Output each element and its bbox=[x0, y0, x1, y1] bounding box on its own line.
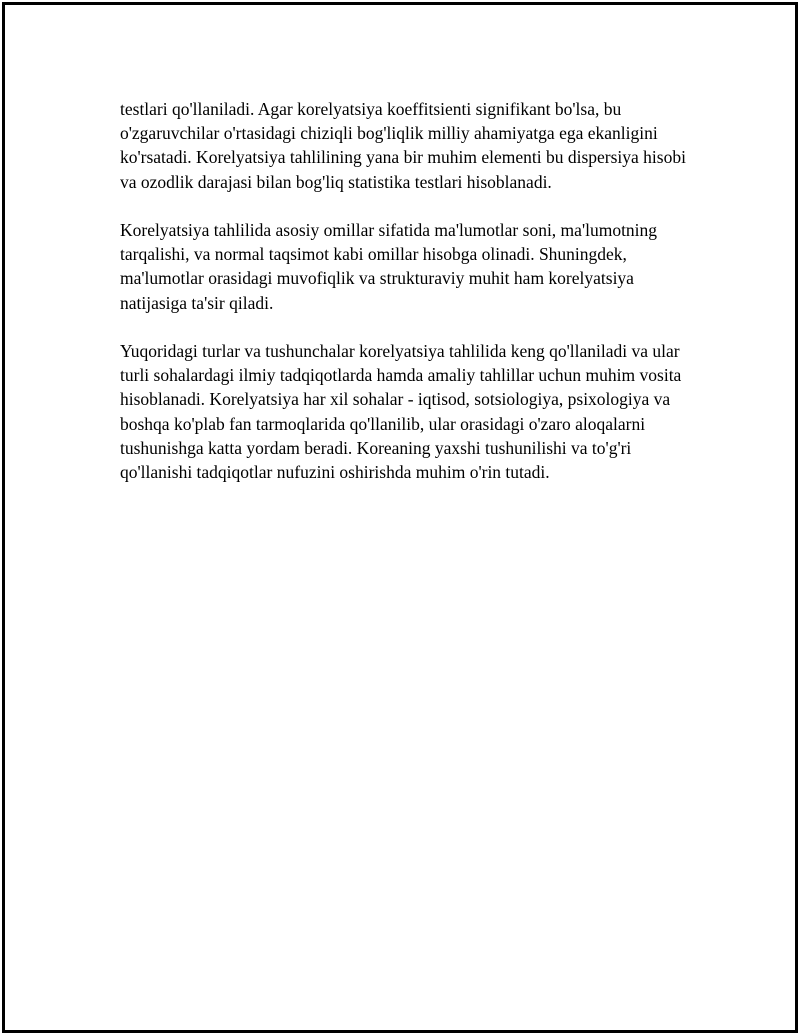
document-body bbox=[120, 97, 705, 508]
paragraph-1: testlari qo'llaniladi. Agar korelyatsiya koeffitsienti signifikant bo'lsa, bu o'zgaruvchilar o'rtasidagi chiziqli bog'liqlik milliy ahamiyatga ega ekanligini ko'rsatadi. Korelyatsiya tahlilining yana bir muhim elementi bu dispersiya hisobi va ozodlik darajasi bilan bog'liq statistika testlari hisoblanadi. bbox=[120, 99, 686, 192]
paragraph-2: Korelyatsiya tahlilida asosiy omillar sifatida ma'lumotlar soni, ma'lumotning tarqalishi, va normal taqsimot kabi omillar hisobga olinadi. Shuningdek, ma'lumotlar orasidagi muvofiqlik va strukturaviy muhit ham korelyatsiya natijasiga ta'sir qiladi. bbox=[120, 220, 658, 313]
page-frame bbox=[2, 2, 798, 1033]
paragraph-3: Yuqoridagi turlar va tushunchalar korelyatsiya tahlilida keng qo'llaniladi va ular turli sohalardagi ilmiy tadqiqotlarda hamda amaliy tahlillar uchun muhim vosita hisoblanadi. Korelyatsiya har xil sohalar - iqtisod, sotsiologiya, psixologiya va boshqa ko'plab fan tarmoqlarida qo'llanilib, ular orasidagi o'zaro aloqalarni tushunishga katta yordam beradi. Koreaning yaxshi tushunilishi va to'g'ri qo'llanishi tadqiqotlar nufuzini oshirishda muhim o'rin tutadi. bbox=[120, 341, 682, 483]
